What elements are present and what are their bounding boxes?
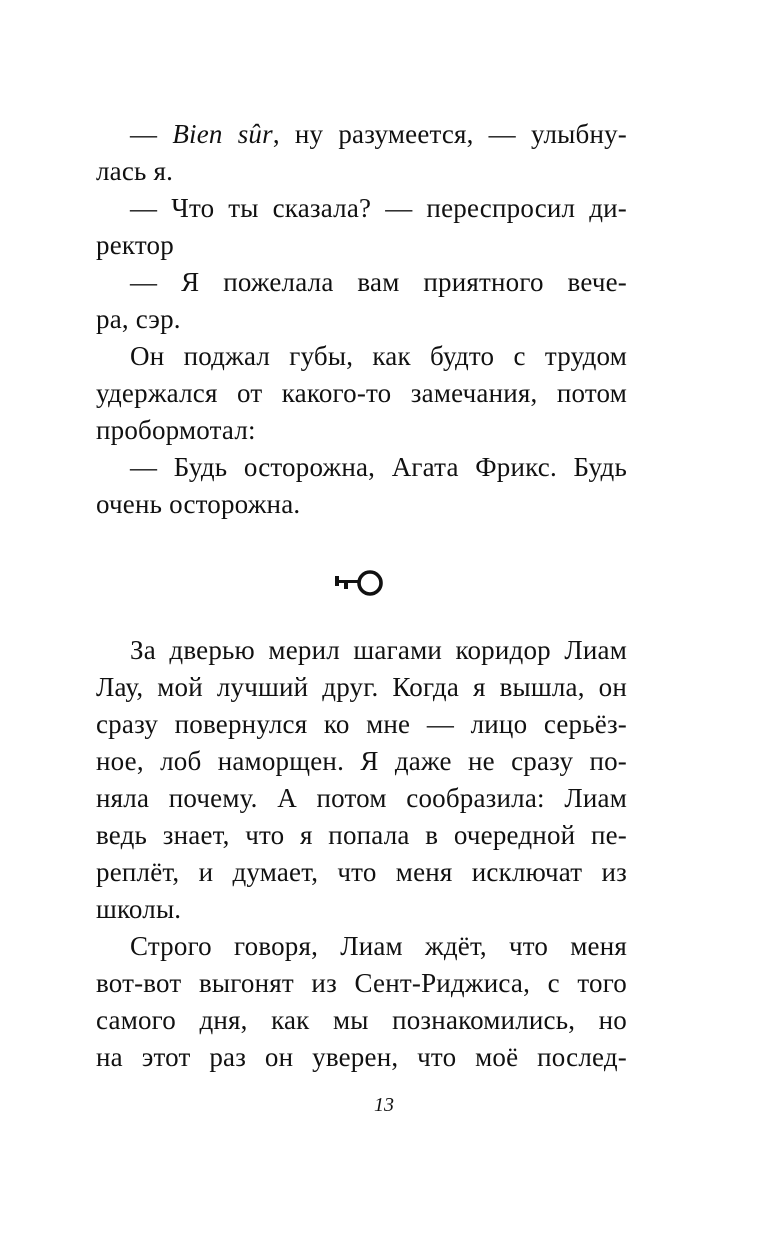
text-line: вот-вот выгонят из Сент-Риджиса, с того [96, 968, 627, 998]
text-line: — Будь осторожна, Агата Фрикс. Будь [130, 452, 627, 482]
text-line: Лау, мой лучший друг. Когда я вышла, он [96, 672, 627, 702]
text-line: няла почему. А потом сообразила: Лиам [96, 783, 627, 813]
text-line: — Что ты сказала? — переспросил ди- [130, 193, 627, 223]
text-line: — Bien sûr, ну разумеется, — улыбну- [130, 119, 627, 149]
text-line: сразу повернулся ко мне — лицо серьёз- [96, 709, 627, 739]
text-line: За дверью мерил шагами коридор Лиам [130, 635, 627, 665]
italic-phrase: Bien sûr [172, 119, 273, 149]
text-line: Строго говоря, Лиам ждёт, что меня [130, 931, 627, 961]
text-line: лась я. [96, 156, 174, 186]
page-number: 13 [374, 1094, 394, 1116]
text-line: ведь знает, что я попала в очередной пе- [96, 820, 627, 850]
text-line: ное, лоб наморщен. Я даже не сразу по- [96, 746, 627, 776]
text-line: Он поджал губы, как будто с трудом [130, 341, 627, 371]
text-line: — Я пожелала вам приятного вече- [130, 267, 627, 297]
text-line: реплёт, и думает, что меня исключат из [96, 857, 627, 887]
text-line: пробормотал: [96, 415, 256, 445]
text-line: очень осторожна. [96, 489, 301, 519]
text-line: ра, сэр. [96, 304, 181, 334]
text-line: на этот раз он уверен, что моё послед- [96, 1042, 627, 1072]
text-line: удержался от какого-то замечания, потом [96, 378, 627, 408]
key-icon [334, 566, 386, 600]
text-line: ректор [96, 230, 174, 260]
text-line: самого дня, как мы познакомились, но [96, 1005, 627, 1035]
text-line: школы. [96, 894, 182, 924]
